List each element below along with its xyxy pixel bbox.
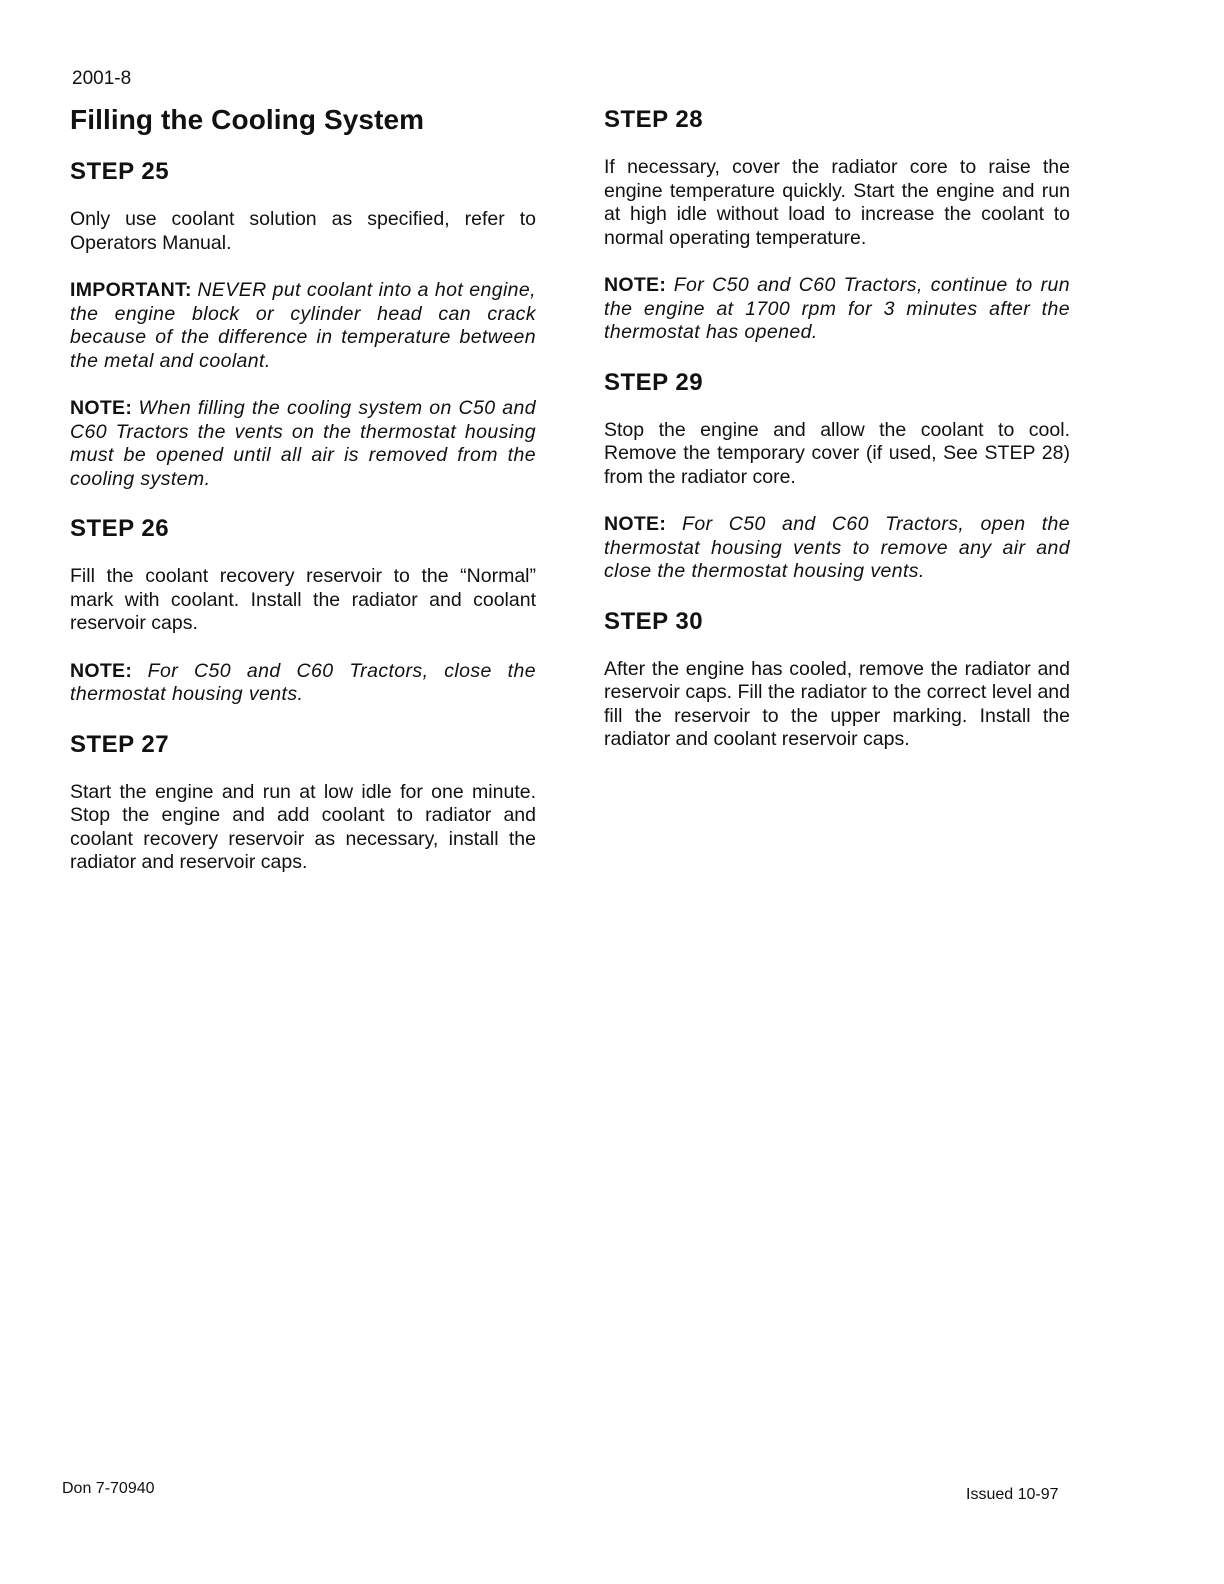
page-number: 2001-8 [72, 68, 132, 89]
footer-doc-number: Don 7-70940 [62, 1480, 155, 1497]
step-29-section [604, 369, 1070, 584]
step-27-section [70, 731, 536, 875]
important-text: NEVER put coolant into a hot engine, the engine block or cylinder head can crack because of the difference in temperature between the metal and coolant. [70, 279, 536, 372]
step-26-note [70, 660, 536, 707]
note-text: When filling the cooling system on C50 and C60 Tractors the vents on the thermostat housing must be opened until all air is removed from the cooling system. [70, 397, 536, 490]
step-26-section [70, 515, 536, 707]
note-text: For C50 and C60 Tractors, close the thermostat housing vents. [70, 659, 536, 705]
step-25-note [70, 397, 536, 491]
step-25-important [70, 279, 536, 373]
step-28-note [604, 274, 1070, 345]
note-label: NOTE: [70, 659, 133, 682]
step-26-heading: STEP 26 [70, 515, 170, 542]
step-28-section [604, 106, 1070, 345]
left-column [70, 100, 536, 899]
footer-issued: Issued 10-97 [966, 1486, 1059, 1503]
step-29-note [604, 513, 1070, 584]
note-label: NOTE: [604, 513, 667, 535]
step-25-text: Only use coolant solution as specified, refer to Operators Manual. [70, 208, 536, 254]
note-text: For C50 and C60 Tractors, open the thermostat housing vents to remove any air and close the thermostat housing vents. [604, 513, 1071, 582]
right-column [604, 100, 1070, 776]
step-30-text: After the engine has cooled, remove the radiator and reservoir caps. Fill the radiator to the correct level and fill the reservoir to the upper marking. Install the radiator and coolant reservoir caps. [604, 657, 1070, 750]
step-28-text: If necessary, cover the radiator core to raise the engine temperature quickly. Start the engine and run at high idle without load to increase the coolant to normal operating temperature. [604, 156, 1070, 249]
step-30-section [604, 608, 1070, 752]
step-28-heading: STEP 28 [604, 106, 704, 133]
step-29-text: Stop the engine and allow the coolant to cool. Remove the temporary cover (if used, See STEP 28) from the radiator core. [604, 418, 1070, 488]
note-label: NOTE: [70, 397, 133, 419]
step-25-heading: STEP 25 [70, 158, 170, 185]
note-label: NOTE: [604, 274, 667, 296]
important-label: IMPORTANT: [70, 279, 192, 301]
step-27-text: Start the engine and run at low idle for one minute. Stop the engine and add coolant to radiator and coolant recovery reservoir as necessary, install the radiator and reservoir caps. [70, 780, 536, 873]
note-text: For C50 and C60 Tractors, continue to run the engine at 1700 rpm for 3 minutes after the thermostat has opened. [604, 274, 1070, 343]
step-29-heading: STEP 29 [604, 368, 704, 396]
step-26-text: Fill the coolant recovery reservoir to the “Normal” mark with coolant. Install the radiator and coolant reservoir caps. [70, 565, 536, 634]
step-27-heading: STEP 27 [70, 730, 170, 758]
step-30-heading: STEP 30 [604, 607, 704, 635]
step-25-section [70, 158, 536, 491]
page-title: Filling the Cooling System [70, 104, 425, 135]
